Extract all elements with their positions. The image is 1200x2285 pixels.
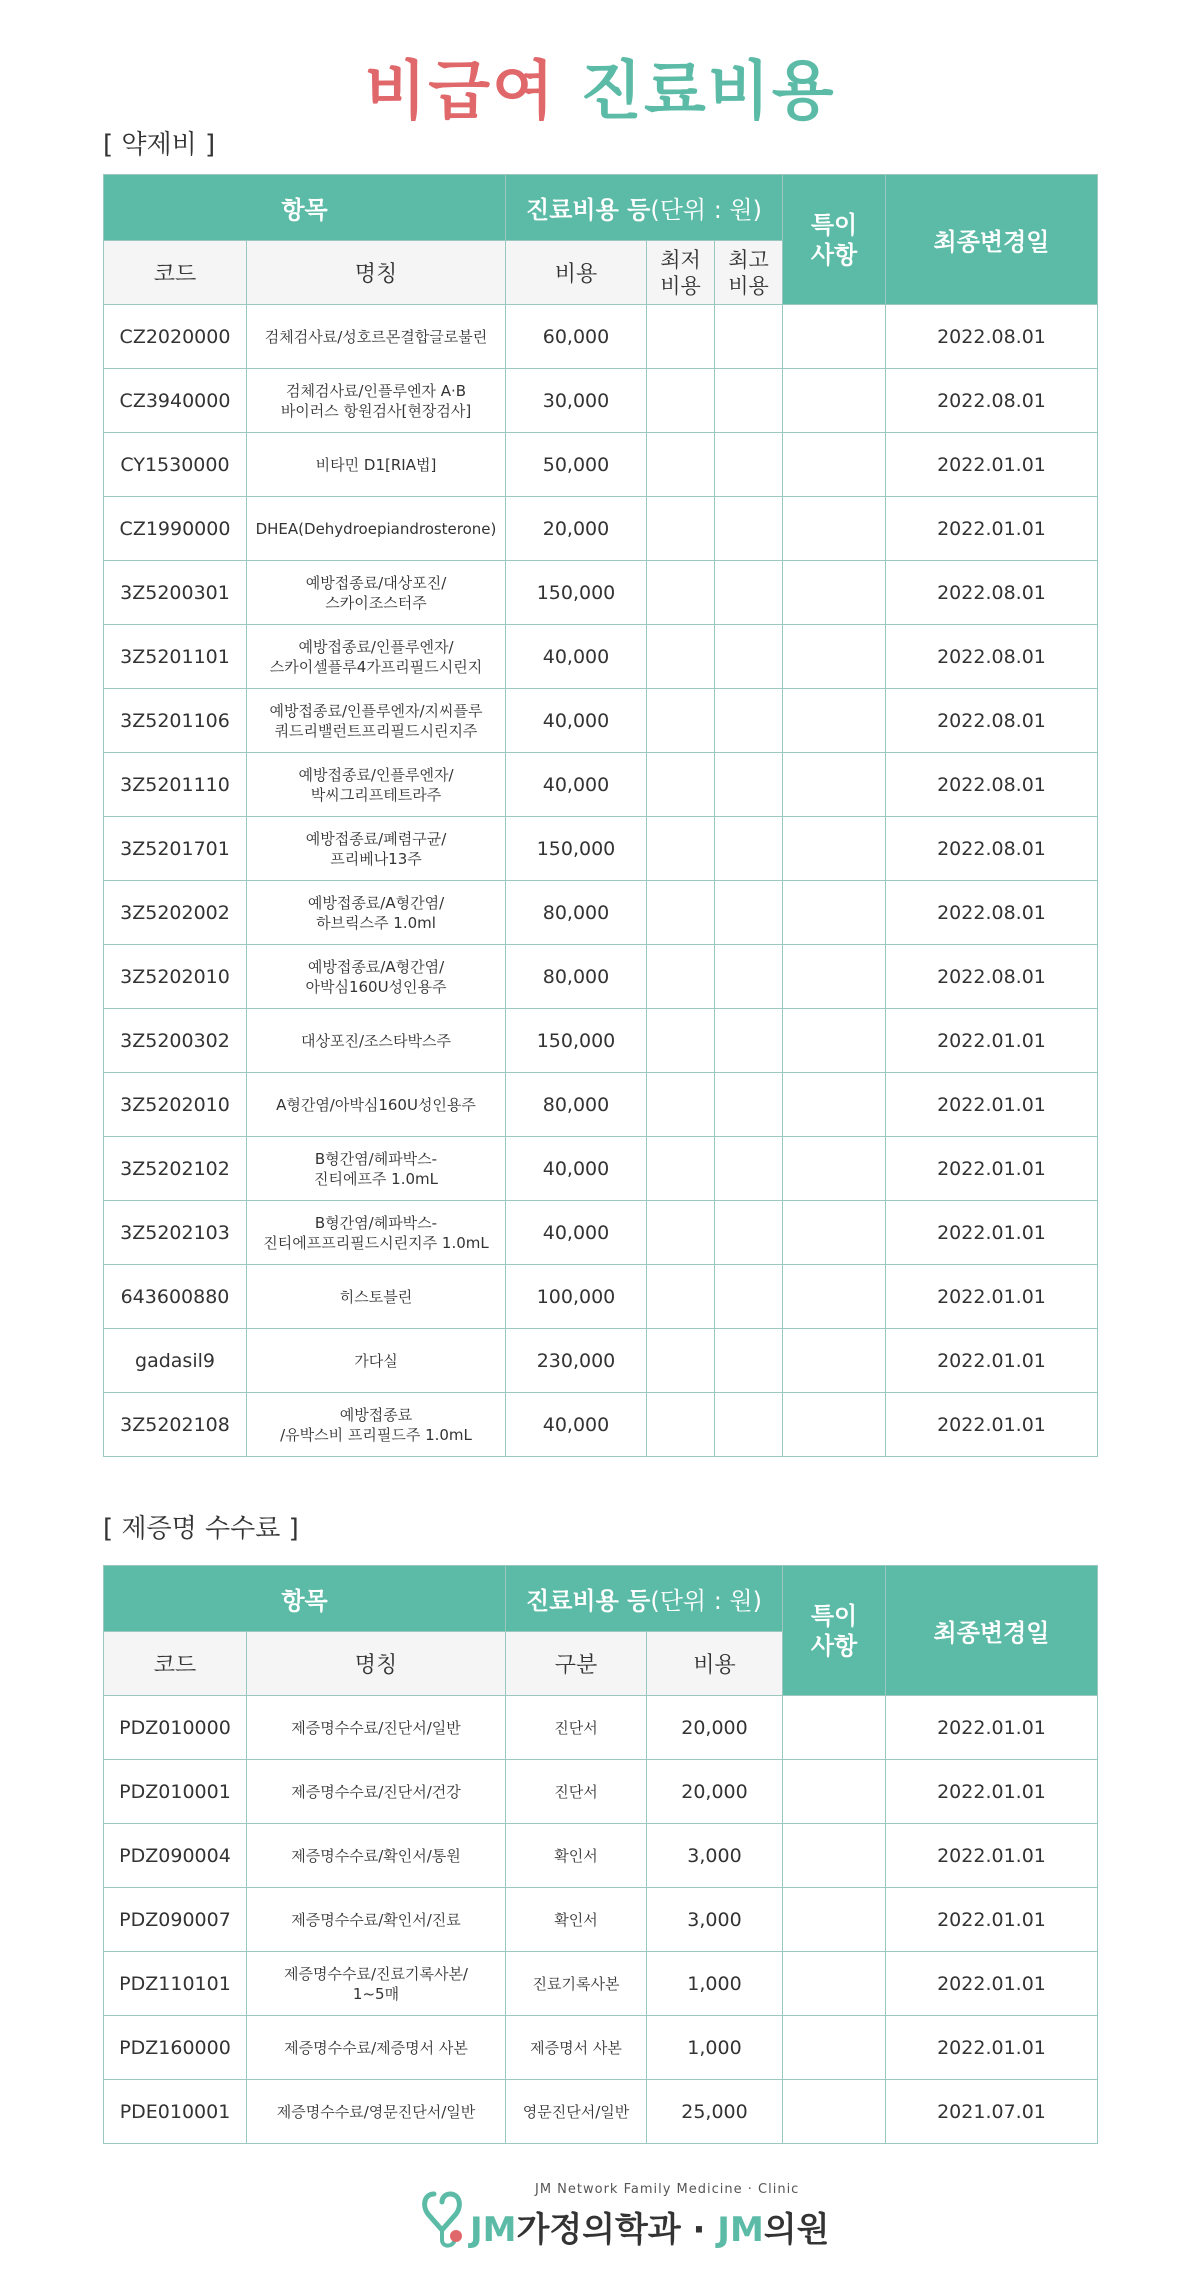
- date-cell: 2022.01.01: [886, 1329, 1098, 1393]
- header-date: 최종변경일: [886, 1566, 1098, 1696]
- code-cell: 3Z5202102: [104, 1137, 247, 1201]
- min-cost-cell: [647, 1137, 715, 1201]
- note-cell: [783, 433, 886, 497]
- note-cell: [783, 817, 886, 881]
- note-cell: [783, 1393, 886, 1457]
- cost-cell: 80,000: [506, 945, 647, 1009]
- max-cost-cell: [715, 881, 783, 945]
- note-cell: [783, 753, 886, 817]
- header-cost-group: [506, 1566, 783, 1632]
- name-cell: 예방접종료/인플루엔자/지씨플루 쿼드리밸런트프리필드시린지주: [247, 689, 506, 753]
- header-item: 항목: [104, 1566, 506, 1632]
- table-row: [104, 1009, 1098, 1073]
- table-row: [104, 1329, 1098, 1393]
- table-row: [104, 689, 1098, 753]
- cost-cell: 3,000: [647, 1824, 783, 1888]
- kind-cell: 영문진단서/일반: [506, 2080, 647, 2144]
- date-cell: 2022.01.01: [886, 1952, 1098, 2016]
- cost-cell: 80,000: [506, 1073, 647, 1137]
- min-cost-cell: [647, 881, 715, 945]
- code-cell: 3Z5201101: [104, 625, 247, 689]
- max-cost-cell: [715, 945, 783, 1009]
- code-cell: CZ3940000: [104, 369, 247, 433]
- date-cell: 2022.01.01: [886, 433, 1098, 497]
- cost-cell: 40,000: [506, 1137, 647, 1201]
- note-cell: [783, 1009, 886, 1073]
- header-cost-label: 진료비용 등: [526, 1587, 651, 1615]
- date-cell: 2022.08.01: [886, 689, 1098, 753]
- max-cost-cell: [715, 753, 783, 817]
- note-cell: [783, 369, 886, 433]
- date-cell: 2022.08.01: [886, 369, 1098, 433]
- code-cell: PDZ110101: [104, 1952, 247, 2016]
- table-row: [104, 1760, 1098, 1824]
- max-cost-cell: [715, 561, 783, 625]
- cost-cell: 40,000: [506, 1201, 647, 1265]
- name-cell: 히스토블린: [247, 1265, 506, 1329]
- header-code: 코드: [104, 1632, 247, 1696]
- table-row: [104, 2080, 1098, 2144]
- cost-cell: 100,000: [506, 1265, 647, 1329]
- header-max-cost: 최고 비용: [715, 241, 783, 305]
- max-cost-cell: [715, 369, 783, 433]
- min-cost-cell: [647, 753, 715, 817]
- min-cost-cell: [647, 497, 715, 561]
- min-cost-cell: [647, 1393, 715, 1457]
- page-title-part2: 진료비용: [580, 55, 836, 129]
- code-cell: PDZ090007: [104, 1888, 247, 1952]
- date-cell: 2022.08.01: [886, 625, 1098, 689]
- name-cell: 예방접종료 /유박스비 프리필드주 1.0mL: [247, 1393, 506, 1457]
- header-name: 명칭: [247, 241, 506, 305]
- min-cost-cell: [647, 945, 715, 1009]
- name-cell: 제증명수수료/영문진단서/일반: [247, 2080, 506, 2144]
- min-cost-cell: [647, 1009, 715, 1073]
- table-row: [104, 1201, 1098, 1265]
- name-cell: A형간염/아박심160U성인용주: [247, 1073, 506, 1137]
- kind-cell: 제증명서 사본: [506, 2016, 647, 2080]
- note-cell: [783, 1952, 886, 2016]
- table-row: [104, 881, 1098, 945]
- code-cell: 3Z5202010: [104, 1073, 247, 1137]
- note-cell: [783, 881, 886, 945]
- max-cost-cell: [715, 1265, 783, 1329]
- brand-end: 의원: [763, 2210, 830, 2250]
- code-cell: PDE010001: [104, 2080, 247, 2144]
- header-name: 명칭: [247, 1632, 506, 1696]
- max-cost-cell: [715, 1329, 783, 1393]
- stethoscope-heart-icon: [420, 2186, 470, 2252]
- code-cell: 3Z5201701: [104, 817, 247, 881]
- name-cell: 제증명수수료/제증명서 사본: [247, 2016, 506, 2080]
- footer-logo: [0, 2172, 1200, 2252]
- max-cost-cell: [715, 689, 783, 753]
- page-title: [0, 52, 1200, 132]
- code-cell: 3Z5202103: [104, 1201, 247, 1265]
- header-item: 항목: [104, 175, 506, 241]
- min-cost-cell: [647, 625, 715, 689]
- table-row: [104, 369, 1098, 433]
- name-cell: 예방접종료/폐렴구균/ 프리베나13주: [247, 817, 506, 881]
- code-cell: CZ1990000: [104, 497, 247, 561]
- date-cell: 2021.07.01: [886, 2080, 1098, 2144]
- table-row: [104, 1888, 1098, 1952]
- max-cost-cell: [715, 1393, 783, 1457]
- min-cost-cell: [647, 1201, 715, 1265]
- date-cell: 2022.01.01: [886, 2016, 1098, 2080]
- table-row: [104, 1952, 1098, 2016]
- cost-cell: 150,000: [506, 817, 647, 881]
- code-cell: PDZ160000: [104, 2016, 247, 2080]
- name-cell: 제증명수수료/진단서/일반: [247, 1696, 506, 1760]
- name-cell: 검체검사료/인플루엔자 A·B 바이러스 항원검사[현장검사]: [247, 369, 506, 433]
- cost-cell: 80,000: [506, 881, 647, 945]
- header-cost: 비용: [647, 1632, 783, 1696]
- header-code: 코드: [104, 241, 247, 305]
- min-cost-cell: [647, 1073, 715, 1137]
- date-cell: 2022.08.01: [886, 881, 1098, 945]
- date-cell: 2022.01.01: [886, 497, 1098, 561]
- note-cell: [783, 1696, 886, 1760]
- max-cost-cell: [715, 1073, 783, 1137]
- note-cell: [783, 2016, 886, 2080]
- cost-cell: 20,000: [506, 497, 647, 561]
- table-row: [104, 1265, 1098, 1329]
- table-row: [104, 1393, 1098, 1457]
- code-cell: 3Z5201110: [104, 753, 247, 817]
- cost-cell: 60,000: [506, 305, 647, 369]
- table-row: [104, 1073, 1098, 1137]
- table-row: [104, 497, 1098, 561]
- kind-cell: 확인서: [506, 1888, 647, 1952]
- header-note: 특이 사항: [783, 175, 886, 305]
- cost-cell: 150,000: [506, 561, 647, 625]
- name-cell: 예방접종료/A형간염/ 아박심160U성인용주: [247, 945, 506, 1009]
- name-cell: 예방접종료/인플루엔자/ 박씨그리프테트라주: [247, 753, 506, 817]
- max-cost-cell: [715, 305, 783, 369]
- name-cell: 제증명수수료/진단서/건강: [247, 1760, 506, 1824]
- min-cost-cell: [647, 305, 715, 369]
- brand-middle: 가정의학과 ·: [516, 2210, 718, 2250]
- note-cell: [783, 625, 886, 689]
- name-cell: 가다실: [247, 1329, 506, 1393]
- min-cost-cell: [647, 433, 715, 497]
- name-cell: DHEA(Dehydroepiandrosterone): [247, 497, 506, 561]
- cost-cell: 40,000: [506, 625, 647, 689]
- date-cell: 2022.01.01: [886, 1201, 1098, 1265]
- table-row: [104, 1137, 1098, 1201]
- note-cell: [783, 1201, 886, 1265]
- note-cell: [783, 305, 886, 369]
- note-cell: [783, 689, 886, 753]
- code-cell: PDZ010000: [104, 1696, 247, 1760]
- date-cell: 2022.01.01: [886, 1760, 1098, 1824]
- note-cell: [783, 1137, 886, 1201]
- name-cell: B형간염/헤파박스- 진티에프프리필드시린지주 1.0mL: [247, 1201, 506, 1265]
- code-cell: PDZ010001: [104, 1760, 247, 1824]
- cost-cell: 3,000: [647, 1888, 783, 1952]
- note-cell: [783, 945, 886, 1009]
- name-cell: 검체검사료/성호르몬결합글로불린: [247, 305, 506, 369]
- header-kind: 구분: [506, 1632, 647, 1696]
- date-cell: 2022.01.01: [886, 1393, 1098, 1457]
- cost-cell: 20,000: [647, 1696, 783, 1760]
- max-cost-cell: [715, 1009, 783, 1073]
- max-cost-cell: [715, 1201, 783, 1265]
- table-row: [104, 433, 1098, 497]
- code-cell: CZ2020000: [104, 305, 247, 369]
- date-cell: 2022.08.01: [886, 561, 1098, 625]
- min-cost-cell: [647, 689, 715, 753]
- kind-cell: 확인서: [506, 1824, 647, 1888]
- note-cell: [783, 2080, 886, 2144]
- table-row: [104, 945, 1098, 1009]
- section-label-medication: [ 약제비 ]: [103, 130, 216, 160]
- code-cell: 3Z5202108: [104, 1393, 247, 1457]
- cost-cell: 40,000: [506, 1393, 647, 1457]
- header-unit: (단위 : 원): [650, 196, 762, 224]
- date-cell: 2022.01.01: [886, 1009, 1098, 1073]
- cost-cell: 1,000: [647, 1952, 783, 2016]
- brand-jm-2: JM: [717, 2210, 764, 2250]
- table-row: [104, 1824, 1098, 1888]
- name-cell: B형간염/헤파박스- 진티에프주 1.0mL: [247, 1137, 506, 1201]
- code-cell: CY1530000: [104, 433, 247, 497]
- code-cell: 3Z5202010: [104, 945, 247, 1009]
- min-cost-cell: [647, 369, 715, 433]
- cost-cell: 25,000: [647, 2080, 783, 2144]
- name-cell: 제증명수수료/확인서/통원: [247, 1824, 506, 1888]
- max-cost-cell: [715, 817, 783, 881]
- note-cell: [783, 1888, 886, 1952]
- cost-cell: 1,000: [647, 2016, 783, 2080]
- footer-subtitle: JM Network Family Medicine · Clinic: [535, 2182, 800, 2197]
- cost-cell: 50,000: [506, 433, 647, 497]
- name-cell: 예방접종료/A형간염/ 하브릭스주 1.0ml: [247, 881, 506, 945]
- brand-jm-1: JM: [470, 2210, 517, 2250]
- cost-cell: 40,000: [506, 689, 647, 753]
- date-cell: 2022.08.01: [886, 817, 1098, 881]
- code-cell: PDZ090004: [104, 1824, 247, 1888]
- table-row: [104, 753, 1098, 817]
- min-cost-cell: [647, 1329, 715, 1393]
- table-row: [104, 625, 1098, 689]
- cost-cell: 30,000: [506, 369, 647, 433]
- note-cell: [783, 1760, 886, 1824]
- certificate-fee-table: [103, 1565, 1098, 2144]
- name-cell: 제증명수수료/확인서/진료: [247, 1888, 506, 1952]
- name-cell: 예방접종료/대상포진/ 스카이조스터주: [247, 561, 506, 625]
- header-cost: 비용: [506, 241, 647, 305]
- note-cell: [783, 497, 886, 561]
- table-row: [104, 817, 1098, 881]
- max-cost-cell: [715, 497, 783, 561]
- kind-cell: 진료기록사본: [506, 1952, 647, 2016]
- name-cell: 제증명수수료/진료기록사본/ 1~5매: [247, 1952, 506, 2016]
- note-cell: [783, 1329, 886, 1393]
- cost-cell: 40,000: [506, 753, 647, 817]
- date-cell: 2022.01.01: [886, 1824, 1098, 1888]
- code-cell: 643600880: [104, 1265, 247, 1329]
- note-cell: [783, 1265, 886, 1329]
- header-note: 특이 사항: [783, 1566, 886, 1696]
- section-label-certificate: [ 제증명 수수료 ]: [103, 1514, 299, 1544]
- header-unit: (단위 : 원): [650, 1587, 762, 1615]
- max-cost-cell: [715, 433, 783, 497]
- min-cost-cell: [647, 817, 715, 881]
- date-cell: 2022.01.01: [886, 1696, 1098, 1760]
- date-cell: 2022.01.01: [886, 1073, 1098, 1137]
- header-min-cost: 최저 비용: [647, 241, 715, 305]
- table-row: [104, 561, 1098, 625]
- header-date: 최종변경일: [886, 175, 1098, 305]
- code-cell: 3Z5201106: [104, 689, 247, 753]
- table-row: [104, 305, 1098, 369]
- name-cell: 예방접종료/인플루엔자/ 스카이셀플루4가프리필드시린지: [247, 625, 506, 689]
- cost-cell: 230,000: [506, 1329, 647, 1393]
- cost-cell: 150,000: [506, 1009, 647, 1073]
- date-cell: 2022.08.01: [886, 753, 1098, 817]
- name-cell: 대상포진/조스타박스주: [247, 1009, 506, 1073]
- note-cell: [783, 561, 886, 625]
- kind-cell: 진단서: [506, 1696, 647, 1760]
- date-cell: 2022.08.01: [886, 945, 1098, 1009]
- date-cell: 2022.01.01: [886, 1265, 1098, 1329]
- note-cell: [783, 1073, 886, 1137]
- code-cell: 3Z5200302: [104, 1009, 247, 1073]
- code-cell: 3Z5202002: [104, 881, 247, 945]
- table-row: [104, 1696, 1098, 1760]
- cost-cell: 20,000: [647, 1760, 783, 1824]
- max-cost-cell: [715, 625, 783, 689]
- header-cost-label: 진료비용 등: [526, 196, 651, 224]
- table-row: [104, 2016, 1098, 2080]
- date-cell: 2022.01.01: [886, 1888, 1098, 1952]
- medication-fee-table: [103, 174, 1098, 1457]
- footer-brand: [470, 2202, 829, 2251]
- note-cell: [783, 1824, 886, 1888]
- kind-cell: 진단서: [506, 1760, 647, 1824]
- max-cost-cell: [715, 1137, 783, 1201]
- code-cell: 3Z5200301: [104, 561, 247, 625]
- page-title-part1: 비급여: [364, 55, 556, 129]
- header-cost-group: [506, 175, 783, 241]
- code-cell: gadasil9: [104, 1329, 247, 1393]
- min-cost-cell: [647, 561, 715, 625]
- date-cell: 2022.08.01: [886, 305, 1098, 369]
- date-cell: 2022.01.01: [886, 1137, 1098, 1201]
- name-cell: 비타민 D1[RIA법]: [247, 433, 506, 497]
- min-cost-cell: [647, 1265, 715, 1329]
